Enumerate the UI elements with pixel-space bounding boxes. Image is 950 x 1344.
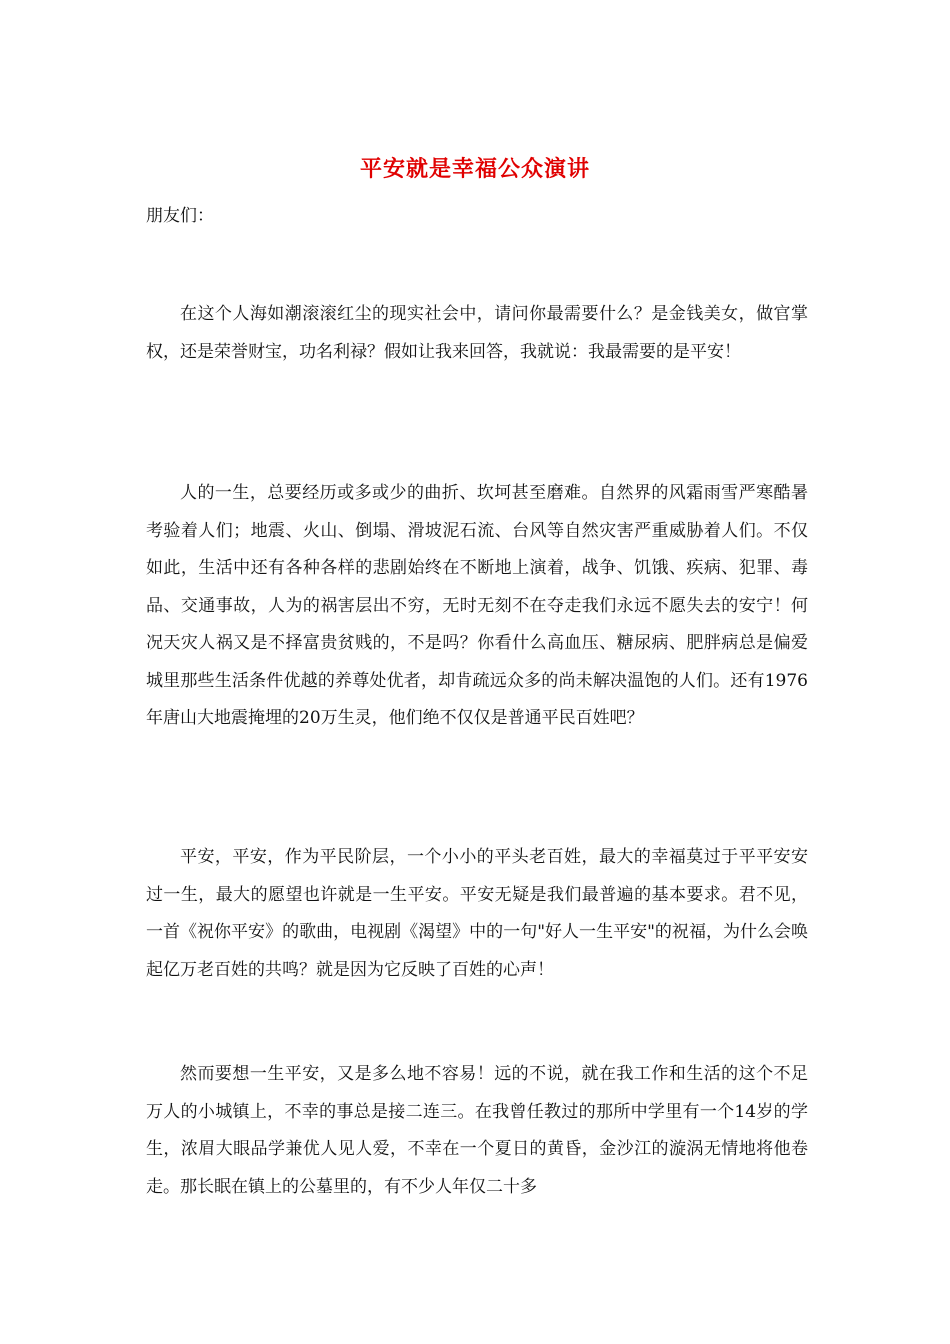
- salutation: 朋友们：: [146, 206, 214, 226]
- paragraph-4: 然而要想一生平安，又是多么地不容易！远的不说，就在我工作和生活的这个不足万人的小城镇上，不幸的事总是接二连三。在我曾任教过的那所中学里有一个14岁的学生，浓眉大眼品学兼优人见人爱，不幸在一个夏日的黄昏，金沙江的漩涡无情地将他卷走。那长眠在镇上的公墓里的，有不少人年仅二十多: [146, 1064, 808, 1197]
- paragraph-1: 在这个人海如潮滚滚红尘的现实社会中，请问你最需要什么？是金钱美女，做官掌权，还是荣誉财宝，功名利禄？假如让我来回答，我就说：我最需要的是平安！: [146, 304, 808, 362]
- document-title: 平安就是幸福公众演讲: [359, 156, 590, 182]
- paragraph-2: 人的一生，总要经历或多或少的曲折、坎坷甚至磨难。自然界的风霜雨雪严寒酷暑考验着人们；地震、火山、倒塌、滑坡泥石流、台风等自然灾害严重威胁着人们。不仅如此，生活中还有各种各样的悲剧始终在不断地上演着，战争、饥饿、疾病、犯罪、毒品、交通事故，人为的祸害层出不穷，无时无刻不在夺走我们永远不愿失去的安宁！何况天灾人祸又是不择富贵贫贱的，不是吗？你看什么高血压、糖尿病、肥胖病总是偏爱城里那些生活条件优越的养尊处优者，却肯疏远众多的尚未解决温饱的人们。还有1976年唐山大地震掩埋的20万生灵，他们绝不仅仅是普通平民百姓吧？: [146, 483, 808, 728]
- paragraph-3: 平安，平安，作为平民阶层，一个小小的平头老百姓，最大的幸福莫过于平平安安过一生，最大的愿望也许就是一生平安。平安无疑是我们最普遍的基本要求。君不见，一首《祝你平安》的歌曲，电视剧《渴望》中的一句"好人一生平安"的祝福，为什么会唤起亿万老百姓的共鸣？就是因为它反映了百姓的心声！: [146, 847, 808, 980]
